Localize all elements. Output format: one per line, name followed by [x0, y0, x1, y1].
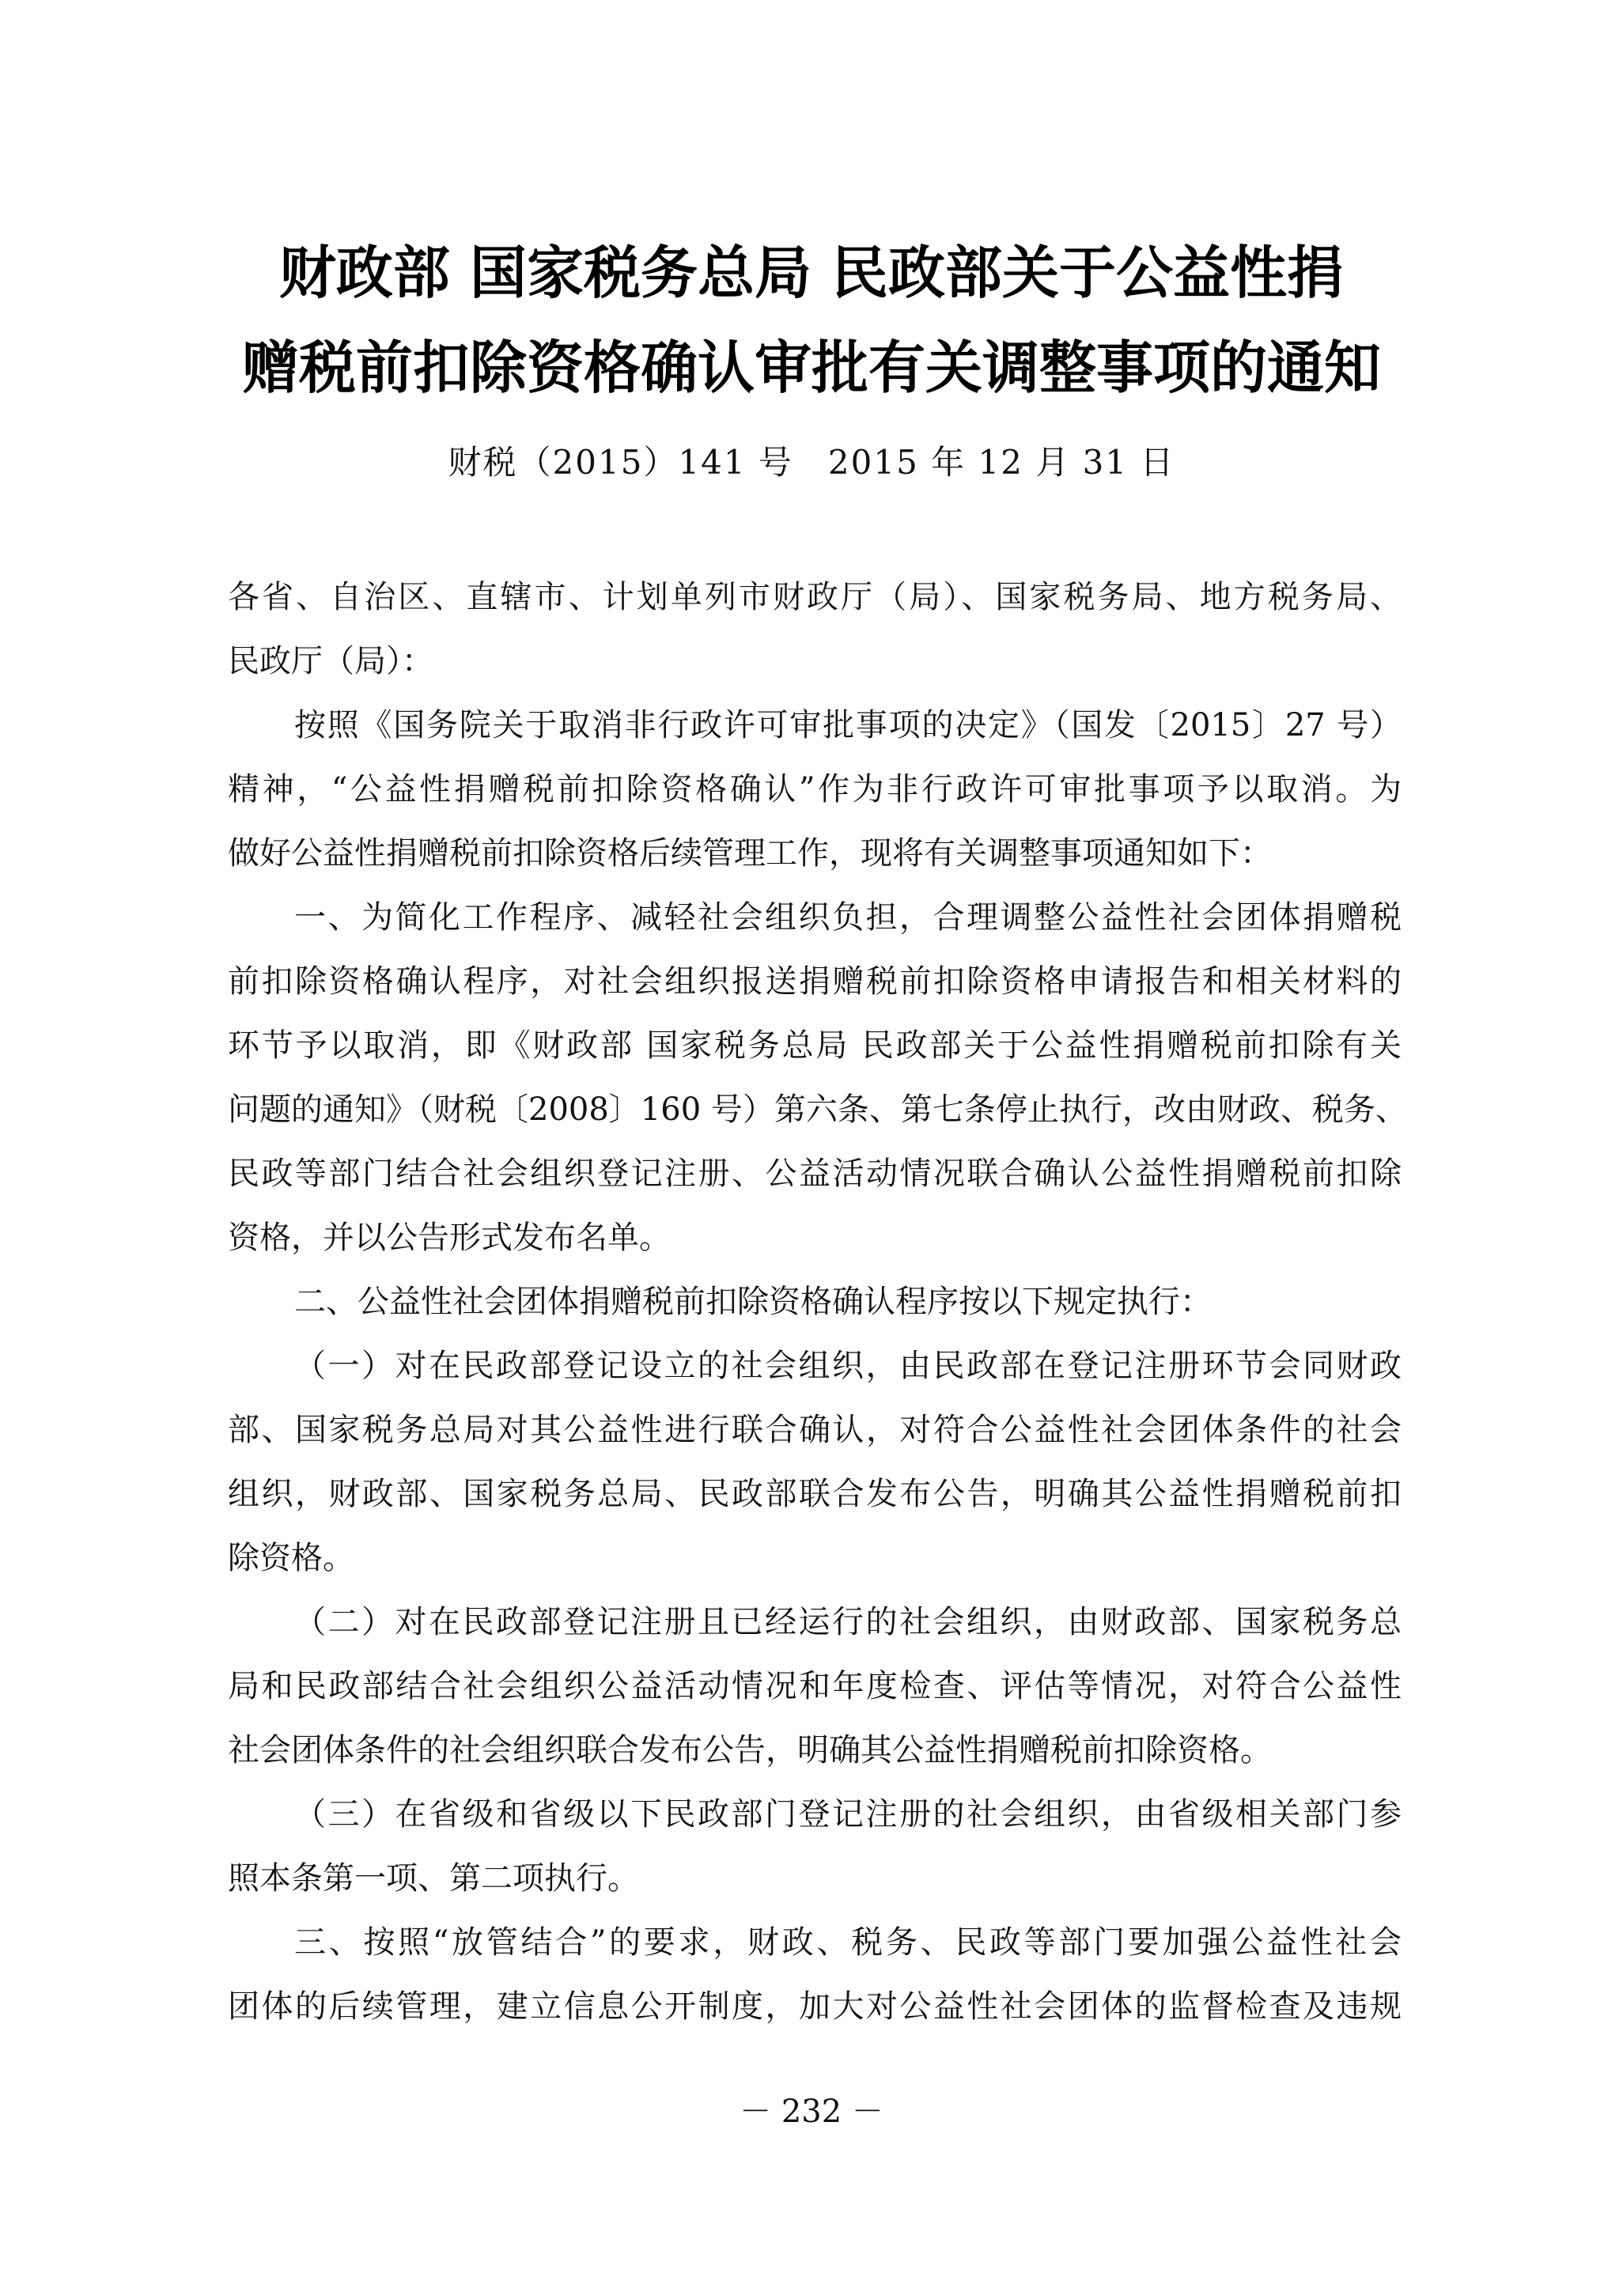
body-line: （一）对在民政部登记设立的社会组织，由民政部在登记注册环节会同财政: [294, 1348, 1402, 1384]
body-line: 照本条第一项、第二项执行。: [228, 1860, 639, 1897]
body-line: 一、为简化工作程序、减轻社会组织负担，合理调整公益性社会团体捐赠税: [294, 899, 1402, 936]
body-line: 民政等部门结合社会组织登记注册、公益活动情况联合确认公益性捐赠税前扣除: [228, 1156, 1402, 1192]
body-line: 组织，财政部、国家税务总局、民政部联合发布公告，明确其公益性捐赠税前扣: [228, 1476, 1402, 1512]
document-number-and-date: 财税（2015）141 号 2015 年 12 月 31 日: [448, 443, 1175, 482]
body-line: 做好公益性捐赠税前扣除资格后续管理工作，现将有关调整事项通知如下：: [228, 835, 1272, 872]
body-line: 资格，并以公告形式发布名单。: [228, 1220, 671, 1256]
body-line: 前扣除资格确认程序，对社会组织报送捐赠税前扣除资格申请报告和相关材料的: [228, 963, 1402, 1000]
body-line: 除资格。: [228, 1540, 354, 1576]
body-line: 精神，“公益性捐赠税前扣除资格确认”作为非行政许可审批事项予以取消。为: [228, 771, 1402, 808]
body-line: 各省、自治区、直辖市、计划单列市财政厅（局）、国家税务局、地方税务局、: [228, 579, 1402, 615]
body-line: 环节予以取消，即《财政部 国家税务总局 民政部关于公益性捐赠税前扣除有关: [228, 1027, 1402, 1064]
body-line: 三、按照“放管结合”的要求，财政、税务、民政等部门要加强公益性社会: [294, 1924, 1402, 1961]
body-line: （三）在省级和省级以下民政部门登记注册的社会组织，由省级相关部门参: [294, 1796, 1402, 1833]
body-line: 社会团体条件的社会组织联合发布公告，明确其公益性捐赠税前扣除资格。: [228, 1732, 1272, 1768]
body-line: 团体的后续管理，建立信息公开制度，加大对公益性社会团体的监督检查及违规: [228, 1988, 1402, 2025]
page-number: － 232 －: [740, 2094, 883, 2130]
body-line: （二）对在民政部登记注册且已经运行的社会组织，由财政部、国家税务总: [294, 1604, 1402, 1640]
body-line: 民政厅（局）：: [228, 643, 433, 679]
body-line: 局和民政部结合社会组织公益活动情况和年度检查、评估等情况，对符合公益性: [228, 1668, 1402, 1704]
body-line: 按照《国务院关于取消非行政许可审批事项的决定》（国发〔2015〕27 号）: [294, 707, 1402, 743]
document-title-line-2: 赠税前扣除资格确认审批有关调整事项的通知: [241, 334, 1381, 401]
body-line: 部、国家税务总局对其公益性进行联合确认，对符合公益性社会团体条件的社会: [228, 1412, 1402, 1448]
body-line: 问题的通知》（财税〔2008〕160 号）第六条、第七条停止执行，改由财政、税务、: [228, 1091, 1407, 1128]
body-line: 二、公益性社会团体捐赠税前扣除资格确认程序按以下规定执行：: [294, 1284, 1212, 1320]
document-title-line-1: 财政部 国家税务总局 民政部关于公益性捐: [278, 239, 1345, 306]
